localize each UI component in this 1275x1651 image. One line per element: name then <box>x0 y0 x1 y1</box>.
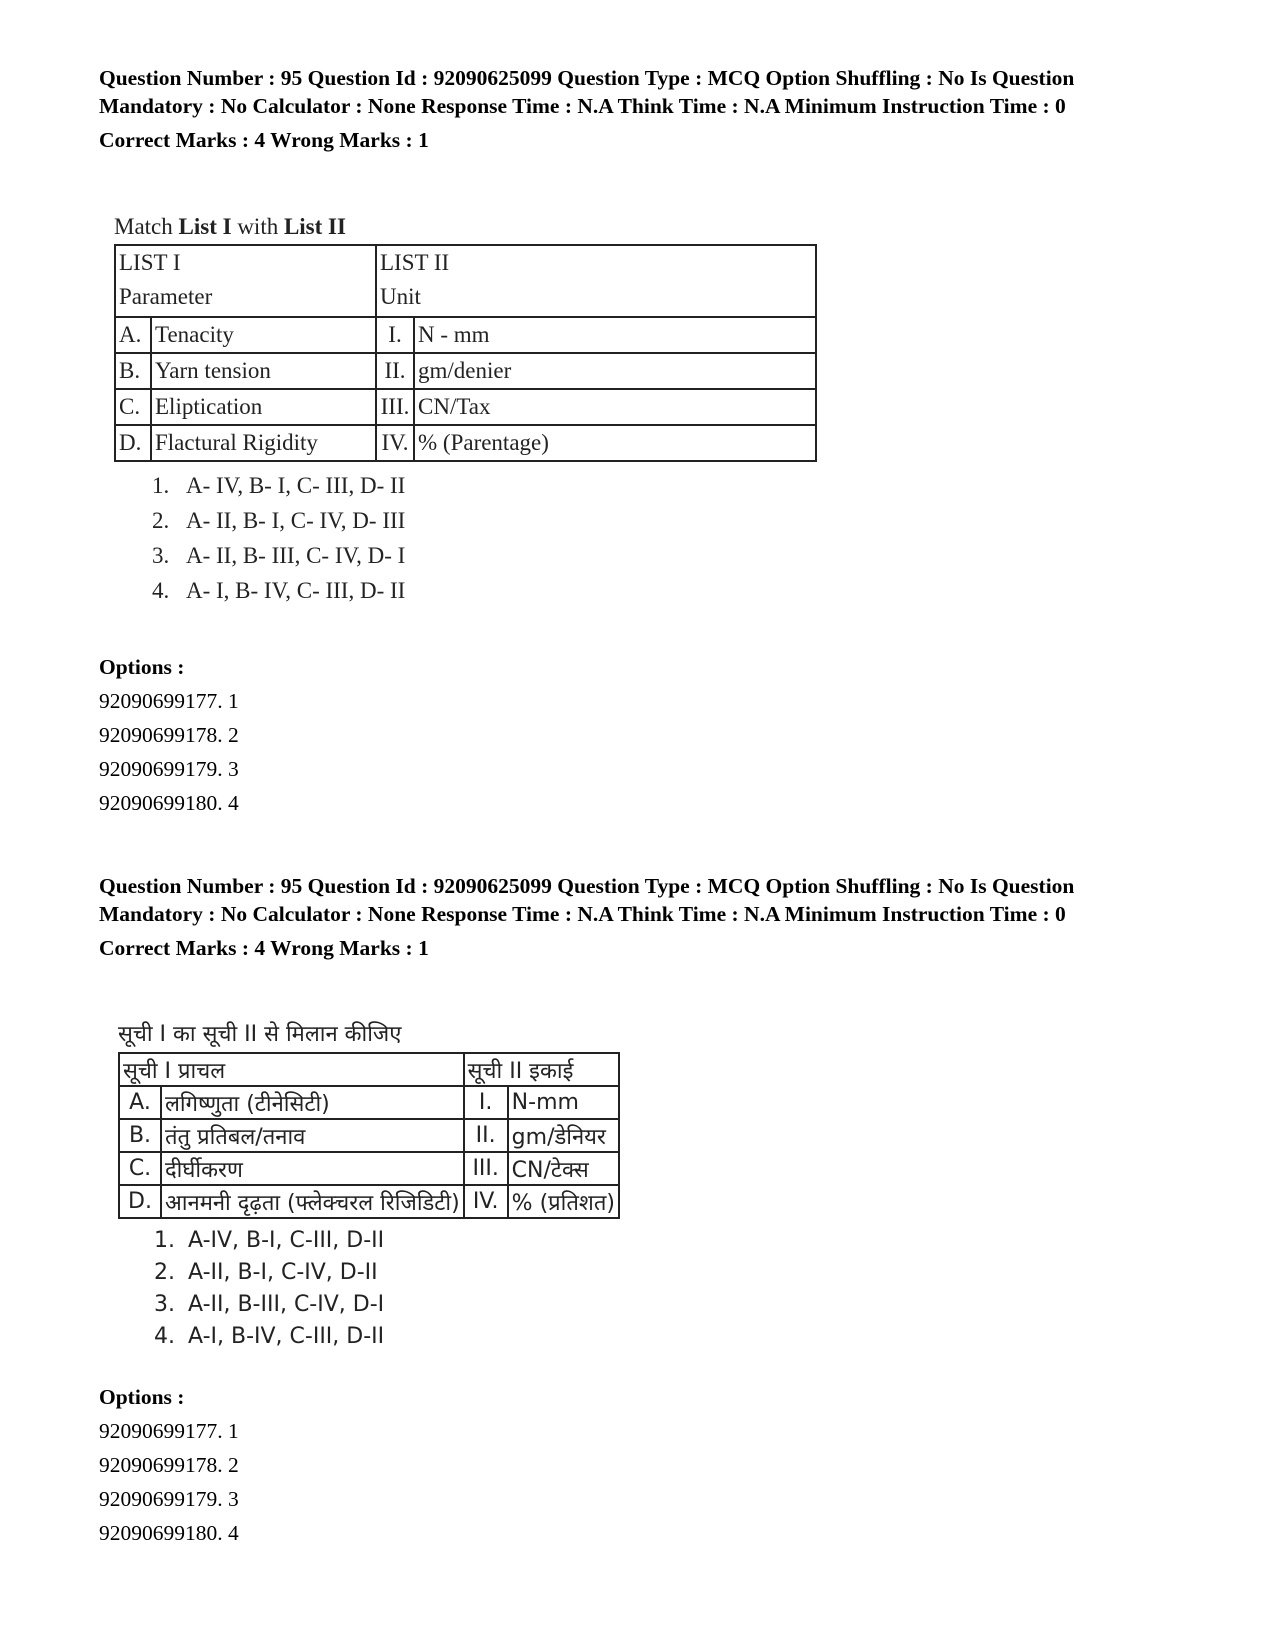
list-2-header: LIST II Unit <box>376 245 816 317</box>
table-row: C. Eliptication III. CN/Tax <box>115 389 816 425</box>
question-1-header <box>99 64 1179 154</box>
answer-choice: 2. A- II, B- I, C- IV, D- III <box>152 508 406 533</box>
question-meta: Question Number : 95 Question Id : 92090625099 Question Type : MCQ Option Shuffling : No Is Question Mandatory : No Calculator : None Response Time : N.A Think Time : N.A Minimum Instruction Time : 0 <box>99 874 1075 926</box>
answer-choices <box>152 468 817 608</box>
question-2-header <box>99 872 1179 962</box>
answer-choice: 1. A- IV, B- I, C- III, D- II <box>152 473 406 498</box>
question-meta: Question Number : 95 Question Id : 92090625099 Question Type : MCQ Option Shuffling : No Is Question Mandatory : No Calculator : None Response Time : N.A Think Time : N.A Minimum Instruction Time : 0 <box>99 66 1075 118</box>
options-title: Options : <box>99 1385 185 1409</box>
table-header-row <box>115 245 816 317</box>
answer-choice: 3. A- II, B- III, C- IV, D- I <box>152 543 406 568</box>
match-table <box>114 244 817 462</box>
match-instruction: Match List I with List II <box>114 214 346 239</box>
question-1-options <box>99 653 1179 820</box>
table-header-row <box>119 1053 619 1086</box>
question-2-image <box>118 1018 620 1353</box>
option-item: 92090699178. 2 <box>99 1453 239 1477</box>
match-instruction: सूची I का सूची II से मिलान कीजिए <box>118 1022 402 1047</box>
answer-choice: 2. A-II, B-I, C-IV, D-II <box>154 1260 378 1285</box>
option-item: 92090699177. 1 <box>99 1419 239 1443</box>
table-row: B. Yarn tension II. gm/denier <box>115 353 816 389</box>
answer-choice: 3. A-II, B-III, C-IV, D-I <box>154 1292 385 1317</box>
match-table <box>118 1052 620 1219</box>
options-title: Options : <box>99 655 185 679</box>
option-item: 92090699177. 1 <box>99 689 239 713</box>
table-row: C. दीर्घीकरण III. CN/टेक्स <box>119 1152 619 1185</box>
table-row: A. Tenacity I. N - mm <box>115 317 816 353</box>
option-item: 92090699180. 4 <box>99 791 239 815</box>
question-2-options <box>99 1383 1179 1550</box>
table-row: D. आनमनी दृढ़ता (फ्लेक्चरल रिजिडिटी) IV. % (प्रतिशत) <box>119 1185 619 1218</box>
list-1-header: सूची I प्राचल <box>119 1053 464 1086</box>
answer-choices <box>154 1225 620 1353</box>
list-1-header: LIST I Parameter <box>115 245 376 317</box>
option-item: 92090699179. 3 <box>99 757 239 781</box>
answer-choice: 4. A-I, B-IV, C-III, D-II <box>154 1324 385 1349</box>
table-row: D. Flactural Rigidity IV. % (Parentage) <box>115 425 816 461</box>
option-item: 92090699178. 2 <box>99 723 239 747</box>
question-1-image <box>114 214 817 608</box>
answer-choice: 4. A- I, B- IV, C- III, D- II <box>152 578 406 603</box>
option-item: 92090699179. 3 <box>99 1487 239 1511</box>
list-2-header: सूची II इकाई <box>464 1053 619 1086</box>
question-marks: Correct Marks : 4 Wrong Marks : 1 <box>99 128 429 152</box>
table-row: A. लगिष्णुता (टीनेसिटी) I. N-mm <box>119 1086 619 1119</box>
answer-choice: 1. A-IV, B-I, C-III, D-II <box>154 1228 385 1253</box>
option-item: 92090699180. 4 <box>99 1521 239 1545</box>
question-marks: Correct Marks : 4 Wrong Marks : 1 <box>99 936 429 960</box>
table-row: B. तंतु प्रतिबल/तनाव II. gm/डेनियर <box>119 1119 619 1152</box>
